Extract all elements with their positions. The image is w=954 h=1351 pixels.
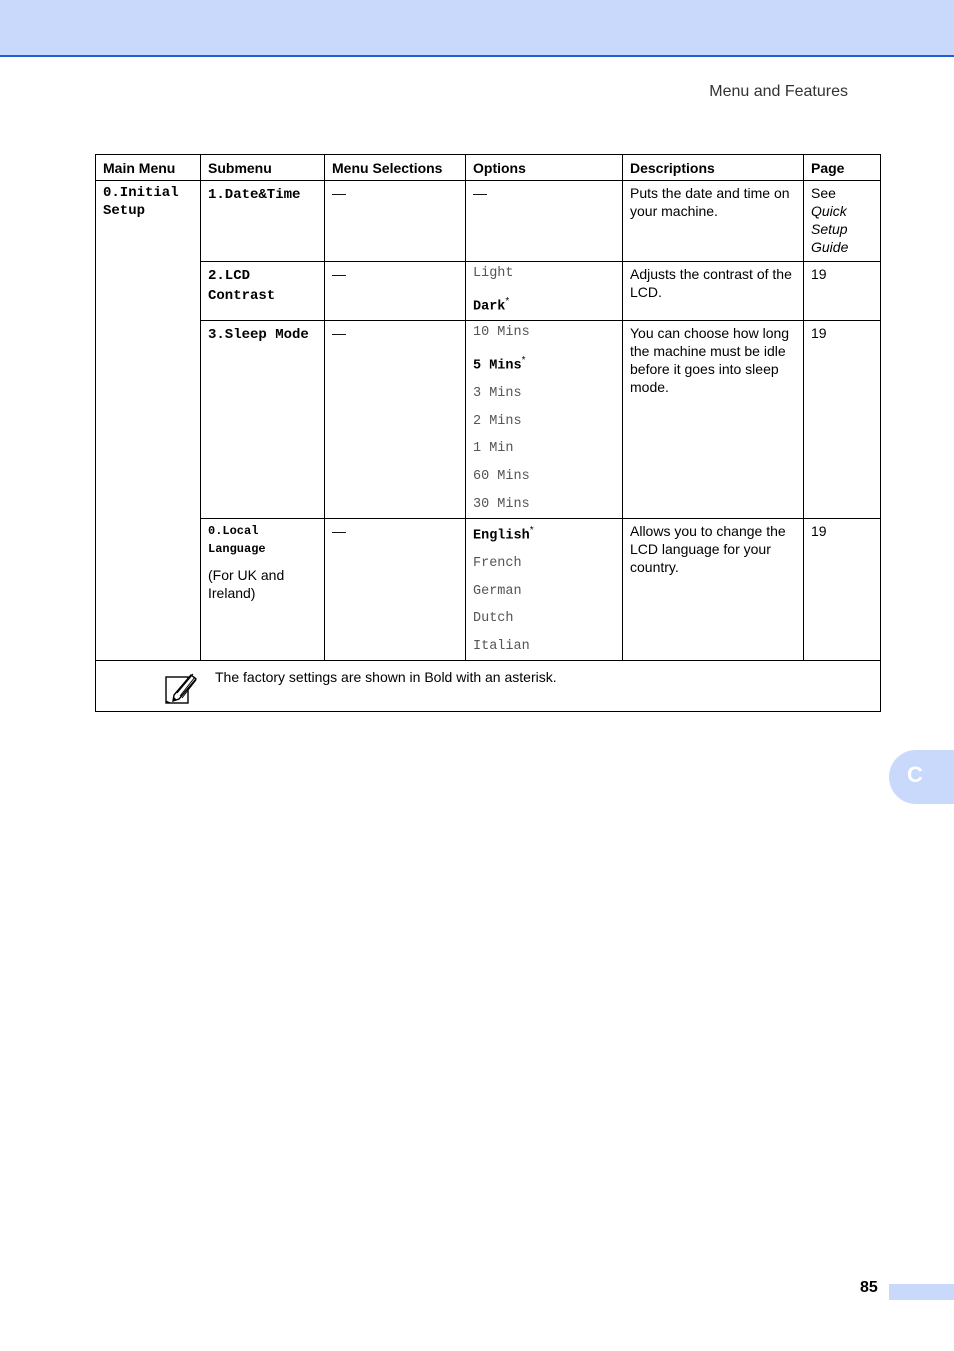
option-item: 30 Mins <box>473 496 530 512</box>
menu-selection: — <box>325 181 466 262</box>
option-item: Light <box>473 266 514 281</box>
submenu-note: (For UK and Ireland) <box>208 566 285 601</box>
chapter-letter: C <box>907 762 923 787</box>
note-pencil-icon <box>164 671 198 705</box>
option-item: 3 Mins <box>473 386 522 402</box>
page-ref-line: Guide <box>811 239 849 255</box>
options-list <box>466 321 623 519</box>
page-ref-line: Quick <box>811 203 847 219</box>
column-header: Submenu <box>201 155 325 181</box>
column-header: Options <box>466 155 623 181</box>
option-item: 60 Mins <box>473 469 530 485</box>
description: You can choose how long the machine must be idle before it goes into sleep mode. <box>623 321 804 519</box>
page-number: 85 <box>860 1279 878 1296</box>
note-text: The factory settings are shown in Bold with an asterisk. <box>215 669 557 686</box>
table-row <box>96 262 881 321</box>
page-number-cell: 19 <box>804 321 881 519</box>
menu-selection: — <box>325 321 466 519</box>
submenu-label: 3.Sleep Mode <box>208 327 309 344</box>
main-menu-label-line1: 0.Initial <box>103 185 179 201</box>
option-item-default: 5 Mins* <box>473 354 526 374</box>
page-reference <box>804 181 881 262</box>
description: Allows you to change the LCD language for your country. <box>623 518 804 660</box>
submenu-label: 0.Local Language <box>208 523 266 556</box>
option-item-default: English* <box>473 524 534 544</box>
page-number-cell: 19 <box>804 262 881 321</box>
submenu-label: 2.LCD Contrast <box>208 268 276 304</box>
submenu-label: 1.Date&Time <box>208 187 301 203</box>
page-ref-see: See <box>811 185 836 201</box>
option-item: Dutch <box>473 611 514 627</box>
option-item: 1 Min <box>473 441 514 457</box>
options-dash: — <box>466 181 623 262</box>
chapter-tab <box>889 750 954 804</box>
option-item: German <box>473 583 522 599</box>
menu-selection: — <box>325 518 466 660</box>
menu-selection: — <box>325 262 466 321</box>
option-item: 10 Mins <box>473 325 530 341</box>
options-list <box>466 262 623 321</box>
page-ref-line: Setup <box>811 221 848 237</box>
header-band <box>0 0 954 57</box>
main-menu-cell <box>96 181 201 661</box>
table-row <box>96 518 881 660</box>
option-item: Italian <box>473 639 530 655</box>
column-header: Descriptions <box>623 155 804 181</box>
table-header-row <box>96 155 881 181</box>
column-header: Page <box>804 155 881 181</box>
options-list <box>466 518 623 660</box>
column-header: Menu Selections <box>325 155 466 181</box>
page-number-cell: 19 <box>804 518 881 660</box>
page-number-bar <box>889 1284 954 1300</box>
main-menu-label-line2: Setup <box>103 203 146 219</box>
note-row <box>96 661 881 712</box>
option-item-default: Dark* <box>473 295 510 315</box>
submenu-cell <box>201 518 325 660</box>
table-row <box>96 181 881 262</box>
option-item: 2 Mins <box>473 413 522 429</box>
description: Puts the date and time on your machine. <box>623 181 804 262</box>
running-title: Menu and Features <box>709 83 848 100</box>
option-item: French <box>473 556 522 571</box>
table-row <box>96 321 881 519</box>
menu-table <box>95 154 881 712</box>
description: Adjusts the contrast of the LCD. <box>623 262 804 321</box>
column-header: Main Menu <box>96 155 201 181</box>
